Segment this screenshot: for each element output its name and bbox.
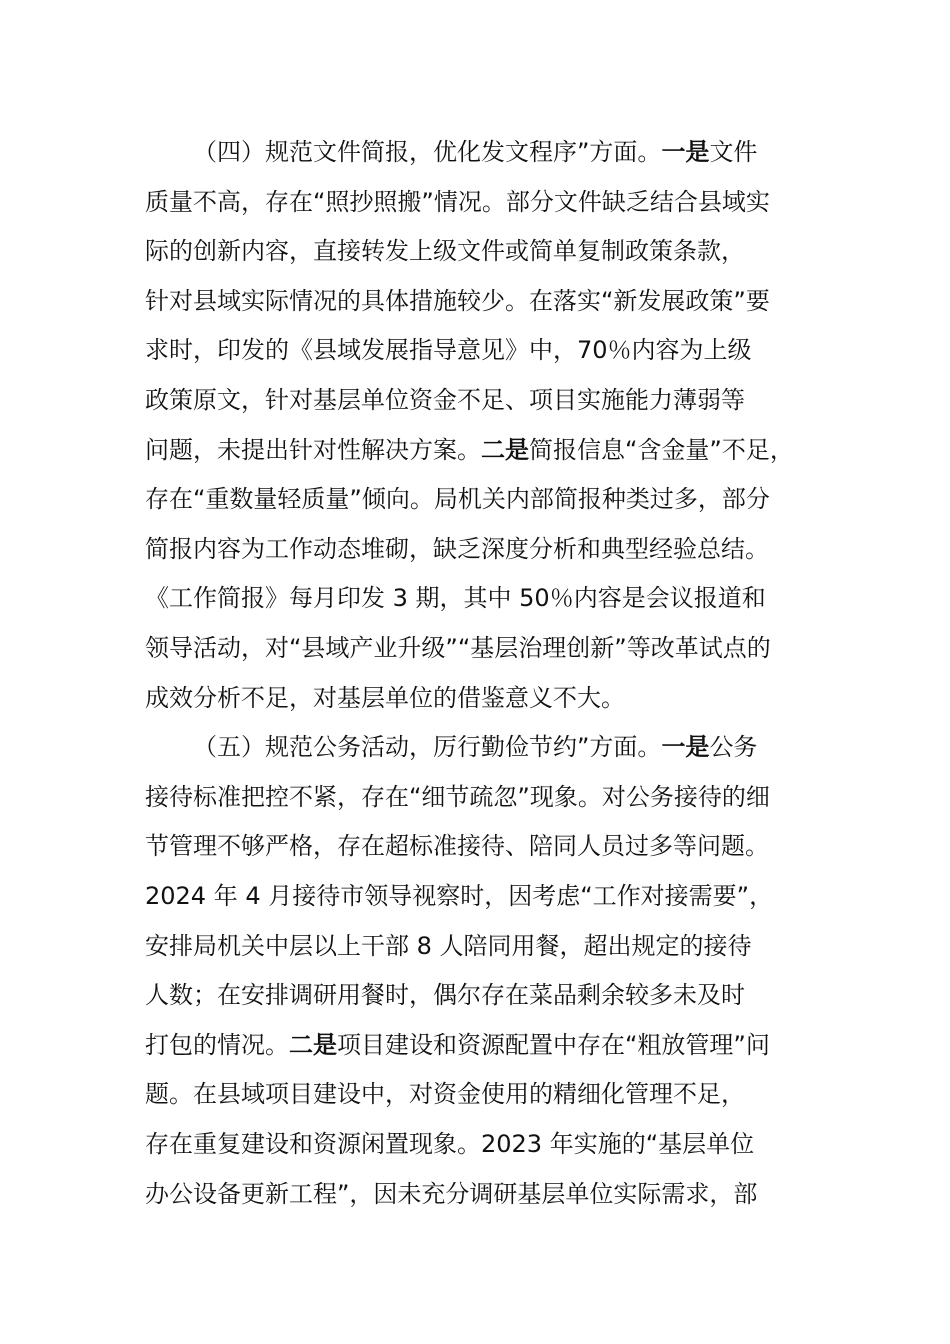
text-run: 存在“重数量轻质量”倾向。局机关内部简报种类过多，部分: [145, 485, 770, 513]
text-run: 办公设备更新工程”，因未充分调研基层单位实际需求，部: [145, 1180, 758, 1208]
text-run: 节管理不够严格，存在超标准接待、陪同人员过多等问题。: [145, 832, 769, 860]
paragraph-line: [145, 781, 770, 813]
text-run: 针对县域实际情况的具体措施较少。在落实“新发展政策”要: [145, 287, 770, 315]
text-run: （四）规范文件简报，优化发文程序”方面。: [193, 138, 662, 166]
paragraph-line: [145, 930, 752, 962]
text-run: 安排局机关中层以上干部 8 人陪同用餐，超出规定的接待: [145, 932, 752, 960]
paragraph-line: [145, 285, 770, 317]
paragraph-line: [145, 334, 752, 366]
text-run: 求时，印发的《县域发展指导意见》中，70％内容为上级: [145, 336, 752, 364]
paragraph-line: [145, 186, 770, 218]
paragraph-line: [145, 880, 773, 912]
paragraph-line: [145, 830, 769, 862]
text-run: 问题，未提出针对性解决方案。: [145, 436, 481, 464]
paragraph-line: [145, 483, 770, 515]
paragraph-line: [145, 1078, 745, 1110]
bold-lead-phrase: 二是: [481, 436, 529, 464]
paragraph-line: [145, 979, 745, 1011]
text-run: 政策原文，针对基层单位资金不足、项目实施能力薄弱等: [145, 386, 745, 414]
bold-lead-phrase: 二是: [289, 1031, 337, 1059]
text-run: 成效分析不足，对基层单位的借鉴意义不大。: [145, 684, 625, 712]
text-run: 简报内容为工作动态堆砌，缺乏深度分析和典型经验总结。: [145, 535, 769, 563]
paragraph-line: [145, 1029, 770, 1061]
text-run: 接待标准把控不紧，存在“细节疏忽”现象。对公务接待的细: [145, 783, 770, 811]
text-run: 际的创新内容，直接转发上级文件或简单复制政策条款，: [145, 237, 745, 265]
paragraph-line: [145, 235, 745, 267]
paragraph-line: [145, 434, 794, 466]
paragraph-line: [145, 632, 771, 664]
paragraph-line: [145, 582, 766, 614]
text-run: 人数；在安排调研用餐时，偶尔存在菜品剩余较多未及时: [145, 981, 745, 1009]
paragraph-line: [145, 1128, 754, 1160]
text-run: 文件: [709, 138, 758, 166]
text-run: 领导活动，对“县域产业升级”“基层治理创新”等改革试点的: [145, 634, 771, 662]
paragraph-first-line: [193, 731, 757, 763]
paragraph-line: [145, 682, 625, 714]
text-run: 项目建设和资源配置中存在“粗放管理”问: [337, 1031, 770, 1059]
bold-lead-phrase: 一是: [661, 138, 710, 166]
bold-lead-phrase: 一是: [661, 733, 710, 761]
text-run: 质量不高，存在“照抄照搬”情况。部分文件缺乏结合县域实: [145, 188, 770, 216]
text-run: 存在重复建设和资源闲置现象。2023 年实施的“基层单位: [145, 1130, 755, 1158]
text-run: 打包的情况。: [145, 1031, 289, 1059]
paragraph-first-line: [193, 136, 757, 168]
text-run: 《工作简报》每月印发 3 期，其中 50％内容是会议报道和: [145, 584, 766, 612]
paragraph-line: [145, 1178, 757, 1210]
text-run: 2024 年 4 月接待市领导视察时，因考虑“工作对接需要”，: [145, 882, 774, 910]
text-run: 题。在县域项目建设中，对资金使用的精细化管理不足，: [145, 1080, 745, 1108]
paragraph-line: [145, 533, 769, 565]
text-run: （五）规范公务活动，厉行勤俭节约”方面。: [193, 733, 662, 761]
text-run: 简报信息“含金量”不足，: [529, 436, 794, 464]
text-run: 公务: [709, 733, 758, 761]
paragraph-line: [145, 384, 745, 416]
